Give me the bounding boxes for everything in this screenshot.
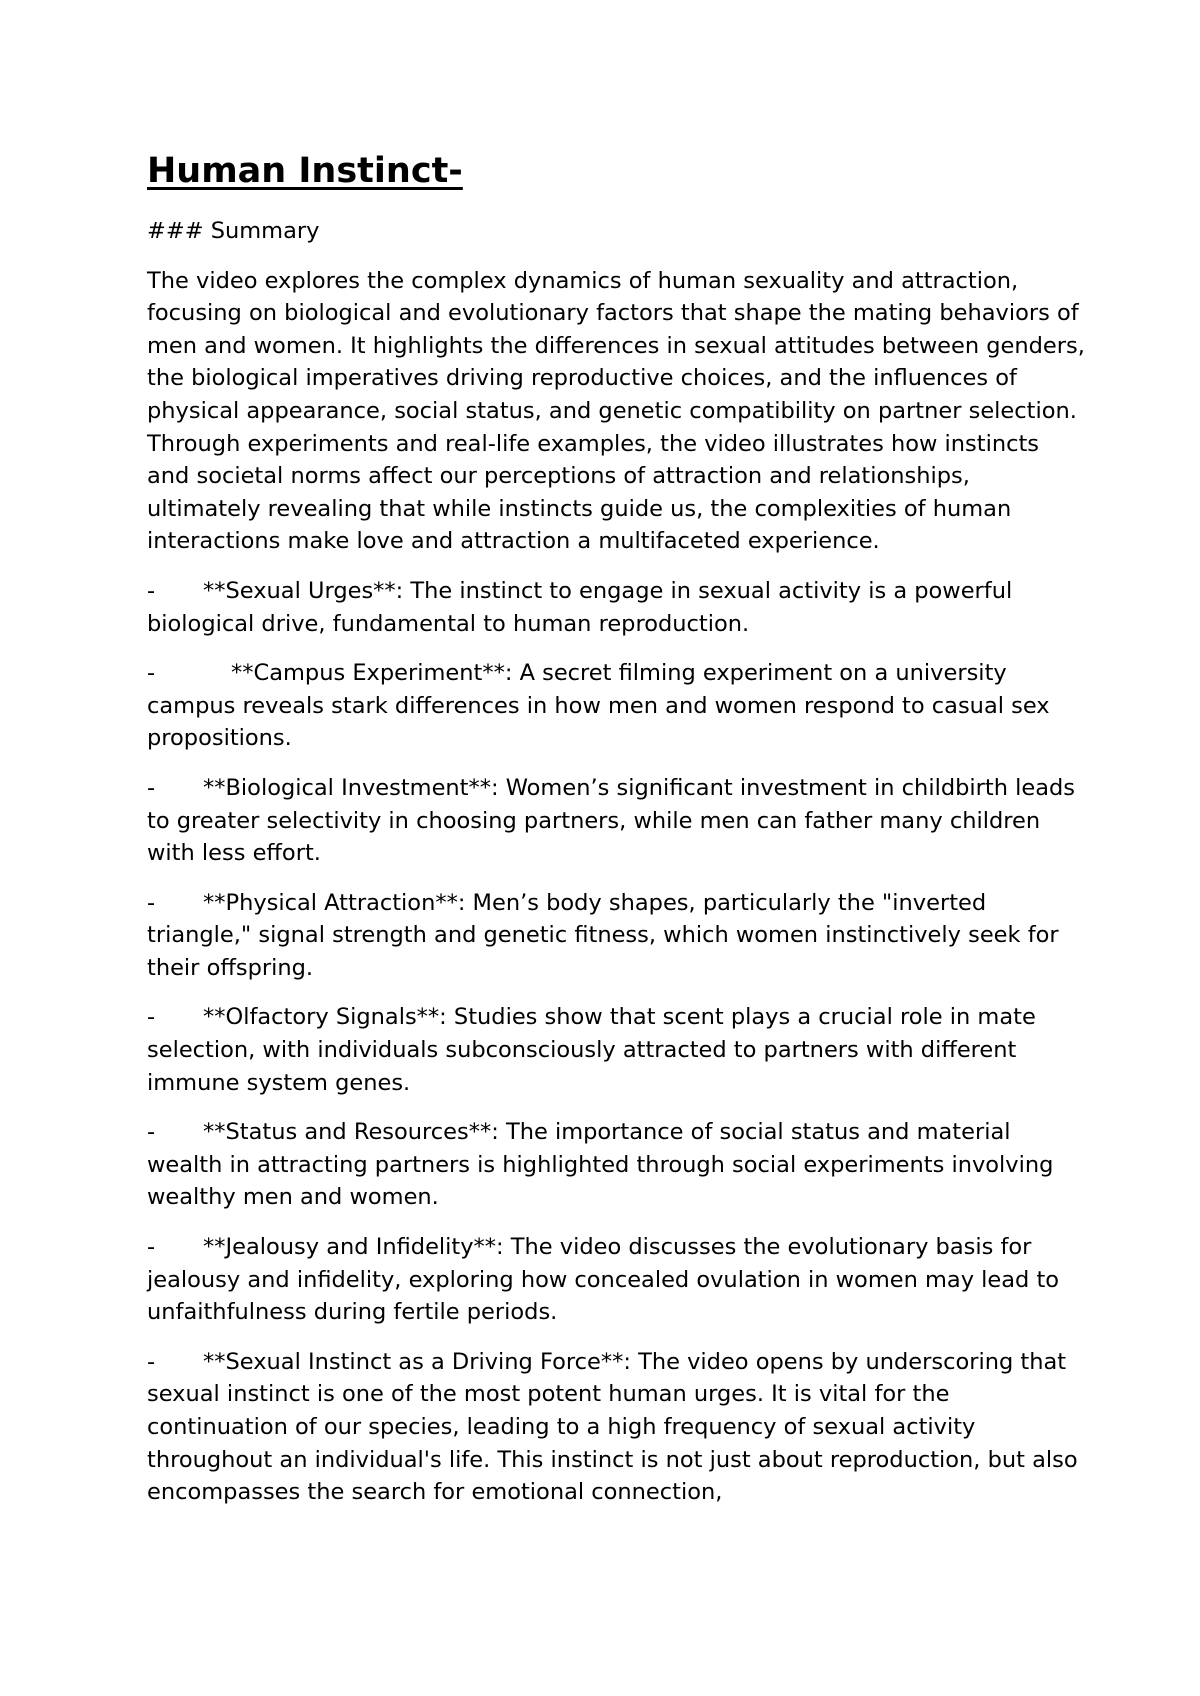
bullet-marker: - xyxy=(147,1119,156,1146)
document-title: Human Instinct- xyxy=(147,151,463,191)
bullet-item-campus-experiment xyxy=(147,657,1087,755)
bullet-text: **Physical Attraction**: Men’s body shapes, particularly the "inverted triangle," signal strength and genetic fitness, which women instinctively seek for their offspring. xyxy=(147,889,1059,981)
bullet-text: **Sexual Instinct as a Driving Force**: The video opens by underscoring that sexual instinct is one of the most potent human urges. It is vital for the continuation of our species, leading to a high frequency of sexual activity throughout an individual's life. This instinct is not just about reproduction, but also encompasses the search for emotional connection, xyxy=(147,1348,1078,1506)
bullet-item-physical-attraction xyxy=(147,887,1087,985)
bullet-marker: - xyxy=(147,1348,156,1375)
bullet-text: **Biological Investment**: Women’s significant investment in childbirth leads to greater selectivity in choosing partners, while men can father many children with less effort. xyxy=(147,774,1076,867)
document-body xyxy=(147,215,1087,1526)
section-heading: ### Summary xyxy=(147,218,320,244)
bullet-text: **Olfactory Signals**: Studies show that scent plays a crucial role in mate selection, with individuals subconsciously attracted to partners with different immune system genes. xyxy=(147,1004,1036,1096)
bullet-marker: - xyxy=(147,660,156,687)
bullet-item-sexual-instinct xyxy=(147,1346,1087,1509)
bullet-item-olfactory-signals xyxy=(147,1001,1087,1099)
bullet-text: **Campus Experiment**: A secret filming experiment on a university campus reveals stark differences in how men and women respond to casual sex propositions. xyxy=(147,660,1050,752)
bullet-marker: - xyxy=(147,889,156,916)
summary-paragraph: The video explores the complex dynamics of human sexuality and attraction, focusing on biological and evolutionary factors that shape the mating behaviors of men and women. It highlights the differences in sexual attitudes between genders, the biological imperatives driving reproductive choices, and the influences of physical appearance, social status, and genetic compatibility on partner selection. Through experiments and real-life examples, the video illustrates how instincts and societal norms affect our perceptions of attraction and relationships, ultimately revealing that while instincts guide us, the complexities of human interactions make love and attraction a multifaceted experience. xyxy=(147,267,1085,555)
bullet-marker: - xyxy=(147,577,156,604)
bullet-text: **Jealousy and Infidelity**: The video discusses the evolutionary basis for jealousy and infidelity, exploring how concealed ovulation in women may lead to unfaithfulness during fertile periods. xyxy=(147,1234,1060,1326)
bullet-text: **Status and Resources**: The importance of social status and material wealth in attracting partners is highlighted through social experiments involving wealthy men and women. xyxy=(147,1119,1054,1211)
bullet-item-biological-investment xyxy=(147,772,1087,870)
bullet-item-status-resources xyxy=(147,1116,1087,1214)
bullet-text: **Sexual Urges**: The instinct to engage in sexual activity is a powerful biological drive, fundamental to human reproduction. xyxy=(147,577,1013,637)
bullet-marker: - xyxy=(147,1234,156,1261)
bullet-item-sexual-urges xyxy=(147,575,1087,640)
bullet-item-jealousy-infidelity xyxy=(147,1231,1087,1329)
bullet-marker: - xyxy=(147,1004,156,1031)
bullet-marker: - xyxy=(147,774,156,801)
